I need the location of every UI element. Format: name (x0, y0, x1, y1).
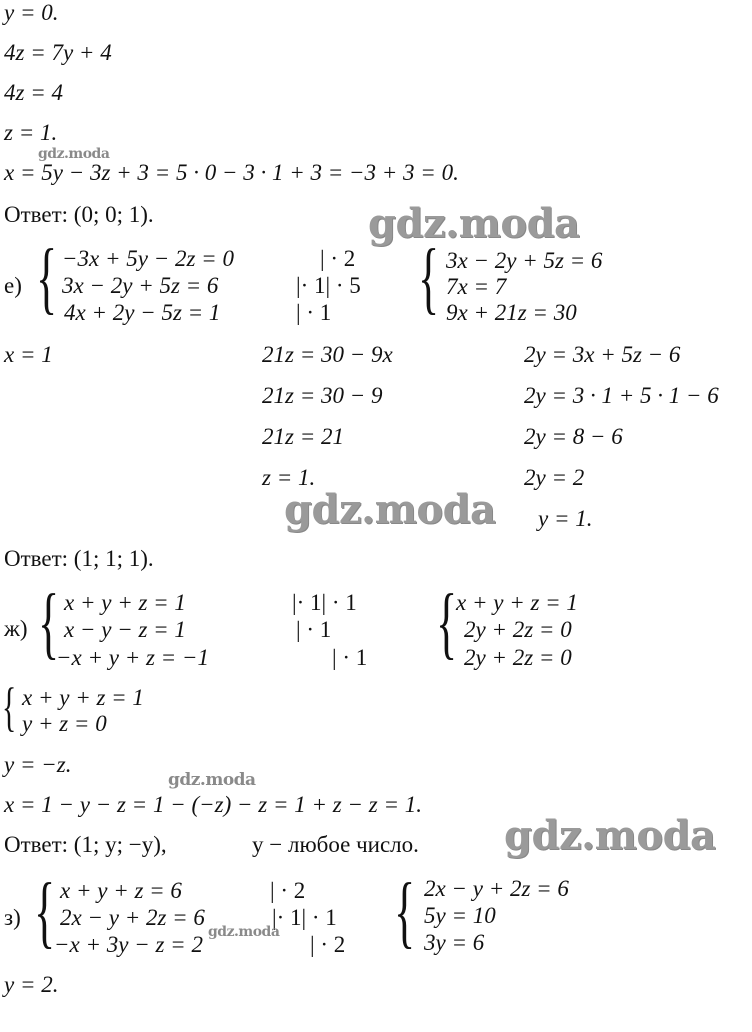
watermark-small: gdz.moda (168, 770, 256, 790)
z-mult-1: | · 2 (270, 878, 306, 903)
z-sys1-eq3: −x + 3y − z = 2 (54, 932, 203, 957)
e-sys1-eq1: −3x + 5y − 2z = 0 (62, 246, 234, 271)
line-x-calc: x = 5y − 3z + 3 = 5 · 0 − 3 · 1 + 3 = −3 + 3 = 0. (4, 160, 459, 185)
e-col3-4: 2y = 2 (524, 465, 585, 490)
brace-icon: { (38, 579, 60, 667)
zh-line-1: y = −z. (4, 752, 72, 777)
answer-e: Ответ: (1; 1; 1). (4, 546, 154, 571)
part-zh-label: ж) (4, 616, 28, 641)
e-col3-2: 2y = 3 · 1 + 5 · 1 − 6 (524, 383, 719, 408)
watermark-big: gdz.moda (368, 200, 580, 247)
e-col2-1: 21z = 30 − 9x (262, 342, 393, 367)
brace-icon: { (436, 579, 458, 667)
answer-zh: Ответ: (1; y; −y), (4, 832, 167, 857)
part-e-label: е) (4, 273, 22, 298)
e-mult-1: | · 2 (320, 246, 356, 271)
zh-sys3-eq2: y + z = 0 (22, 711, 107, 736)
watermark-big: gdz.moda (504, 812, 716, 859)
zh-sys2-eq2: 2y + 2z = 0 (464, 617, 572, 642)
z-mult-3: | · 2 (310, 932, 346, 957)
e-sys2-eq3: 9x + 21z = 30 (446, 300, 577, 325)
e-sys2-eq1: 3x − 2y + 5z = 6 (446, 248, 603, 273)
watermark-small: gdz.moda (38, 146, 110, 162)
e-col1-x: x = 1 (4, 342, 53, 367)
z-sys2-eq3: 3y = 6 (424, 930, 485, 955)
e-mult-3: | · 1 (296, 300, 332, 325)
e-sys1-eq2: 3x − 2y + 5z = 6 (62, 273, 219, 298)
z-sys2-eq1: 2x − y + 2z = 6 (424, 876, 569, 901)
line-y-zero: y = 0. (4, 0, 59, 25)
e-col2-4: z = 1. (262, 465, 316, 490)
z-mult-2: |· 1| · 1 (272, 905, 337, 930)
part-z-label: з) (4, 905, 21, 930)
e-mult-2: |· 1| · 5 (296, 273, 361, 298)
line-4z-eq: 4z = 7y + 4 (4, 40, 112, 65)
zh-line-2: x = 1 − y − z = 1 − (−z) − z = 1 + z − z = 1. (4, 792, 422, 817)
zh-sys1-eq3: −x + y + z = −1 (56, 645, 209, 670)
z-last: y = 2. (4, 972, 59, 997)
line-4z-4: 4z = 4 (4, 80, 63, 105)
z-sys2-eq2: 5y = 10 (424, 903, 496, 928)
zh-sys2-eq1: x + y + z = 1 (456, 590, 578, 615)
zh-mult-3: | · 1 (332, 645, 368, 670)
z-sys1-eq2: 2x − y + 2z = 6 (60, 905, 205, 930)
zh-sys3-eq1: x + y + z = 1 (22, 685, 144, 710)
brace-icon: { (418, 234, 440, 322)
e-col2-2: 21z = 30 − 9 (262, 383, 383, 408)
zh-sys1-eq2: x − y − z = 1 (64, 617, 186, 642)
e-col3-1: 2y = 3x + 5z − 6 (524, 342, 681, 367)
zh-mult-2: | · 1 (296, 617, 332, 642)
e-sys1-eq3: 4x + 2y − 5z = 1 (64, 300, 221, 325)
zh-mult-1: |· 1| · 1 (292, 590, 357, 615)
brace-icon: { (36, 234, 58, 322)
brace-icon: { (2, 677, 17, 737)
watermark-big: gdz.moda (284, 486, 496, 533)
e-sys2-eq2: 7x = 7 (446, 274, 507, 299)
e-col3-3: 2y = 8 − 6 (524, 424, 623, 449)
brace-icon: { (394, 868, 416, 956)
zh-sys1-eq1: x + y + z = 1 (64, 590, 186, 615)
zh-sys2-eq3: 2y + 2z = 0 (464, 645, 572, 670)
brace-icon: { (34, 868, 56, 956)
answer-zh-note: y − любое число. (252, 832, 419, 857)
e-col2-3: 21z = 21 (262, 424, 344, 449)
z-sys1-eq1: x + y + z = 6 (60, 878, 182, 903)
watermark-small: gdz.moda (208, 924, 280, 940)
answer-top: Ответ: (0; 0; 1). (4, 202, 154, 227)
e-col3-5: y = 1. (538, 506, 593, 531)
line-z-1: z = 1. (4, 120, 58, 145)
